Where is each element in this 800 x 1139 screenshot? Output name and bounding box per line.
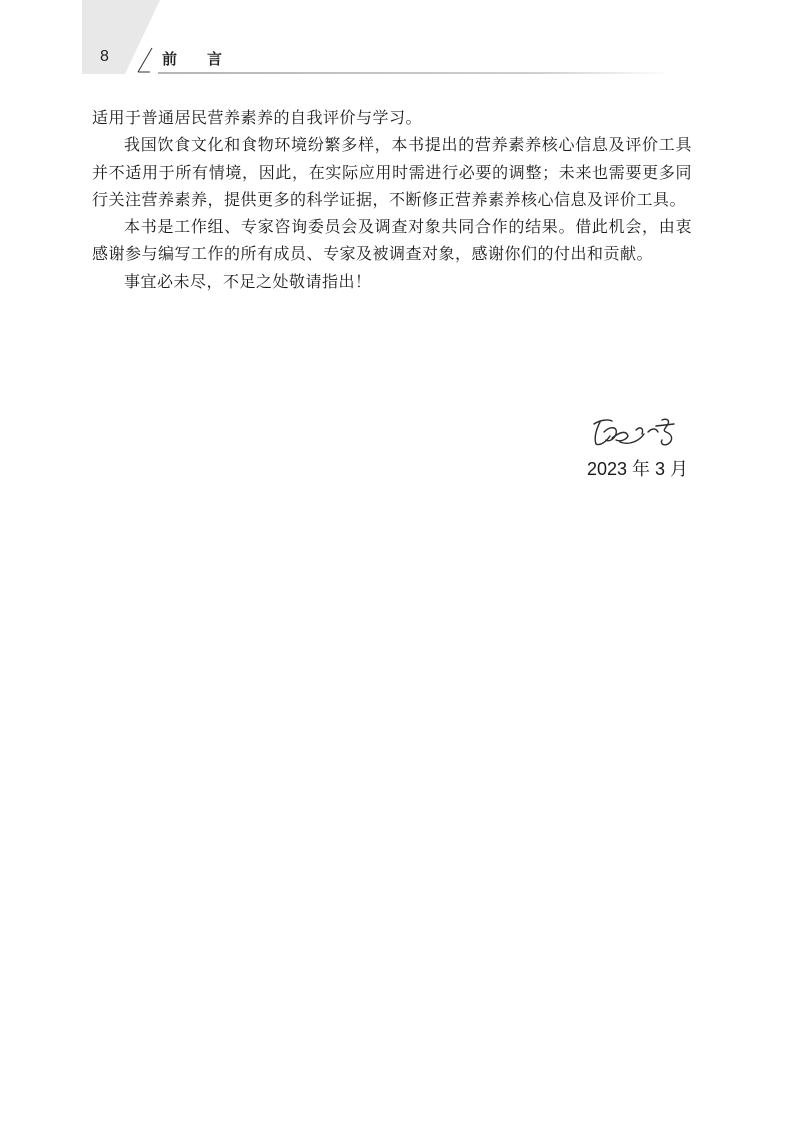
preface-body: [92, 104, 692, 295]
signature-date: 2023 年 3 月: [586, 459, 688, 479]
header-slash: [138, 48, 152, 72]
paragraph: 我国饮食文化和食物环境纷繁多样，本书提出的营养素养核心信息及评价工具并不适用于所有情境，因此，在实际应用时需进行必要的调整；未来也需要更多同行关注营养素养，提供更多的科学证据，不断修正营养素养核心信息及评价工具。: [92, 135, 692, 209]
header-rule: [158, 72, 670, 74]
page-number-tab: [82, 0, 160, 74]
paragraph-continuation: 适用于普通居民营养素养的自我评价与学习。: [92, 108, 423, 127]
handwritten-signature: [586, 410, 686, 452]
page-number: 8: [100, 48, 109, 65]
section-title: 前言: [162, 50, 253, 68]
header-band: [0, 0, 800, 80]
paragraph: 事宜必未尽，不足之处敬请指出！: [124, 271, 372, 291]
paragraph: 本书是工作组、专家咨询委员会及调查对象共同合作的结果。借此机会，由衷感谢参与编写工作的所有成员、专家及被调查对象，感谢你们的付出和贡献。: [92, 217, 692, 264]
